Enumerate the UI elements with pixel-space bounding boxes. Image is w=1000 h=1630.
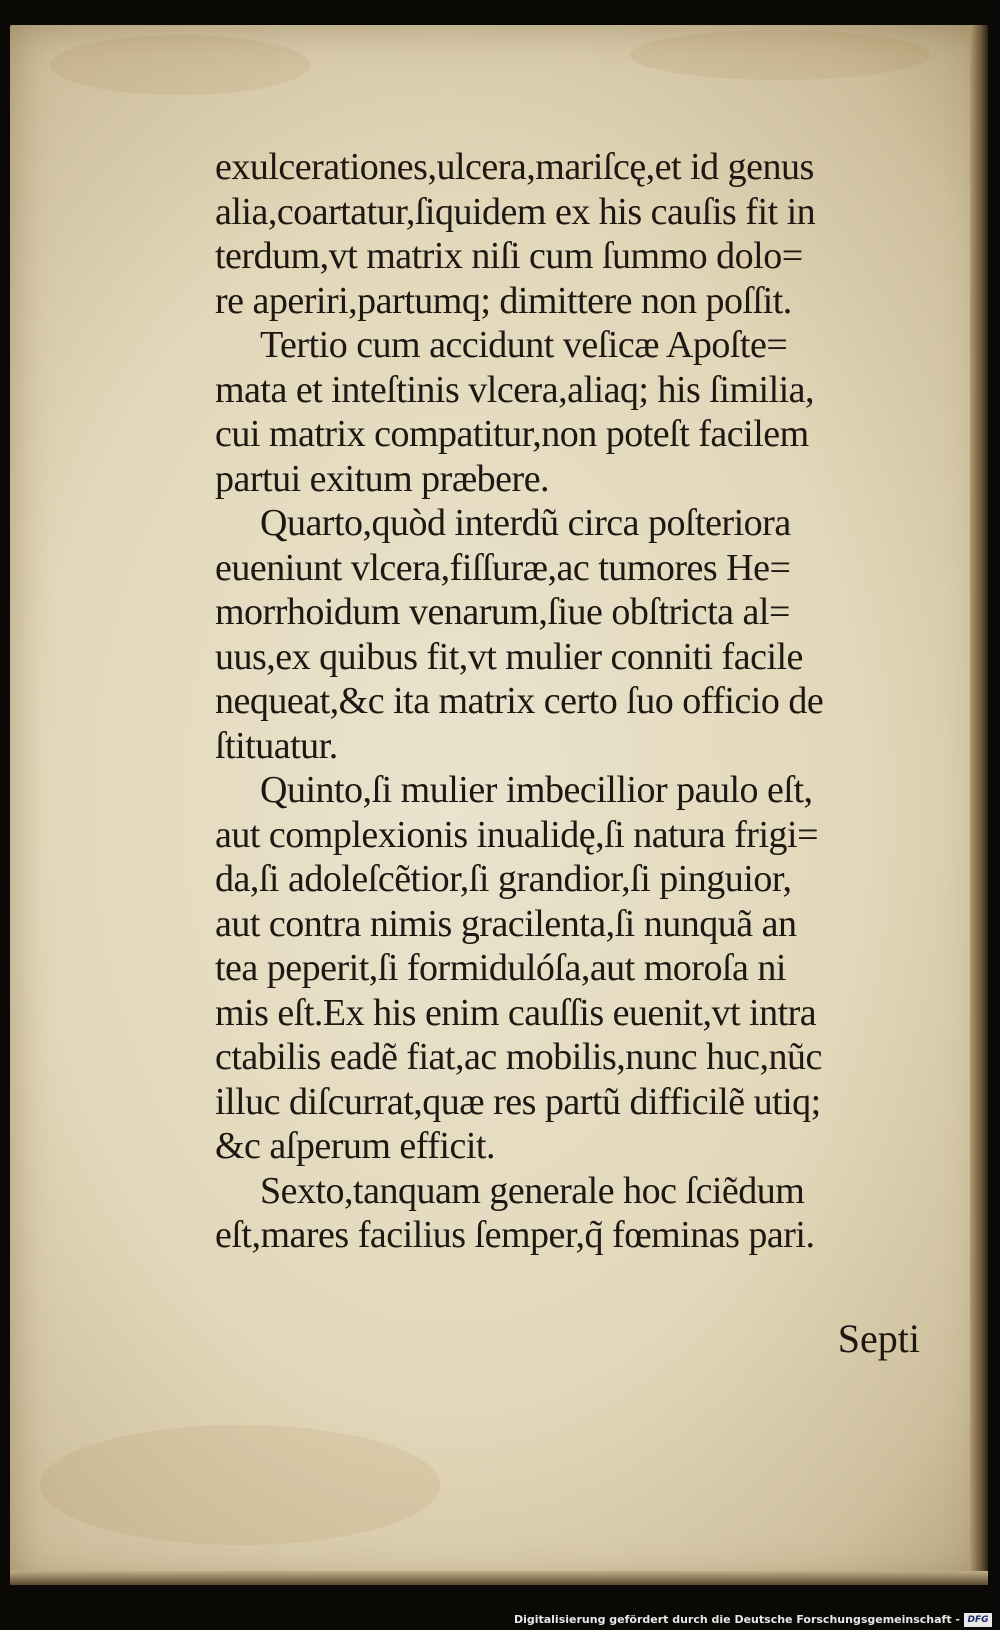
dfg-logo: DFG (964, 1613, 992, 1627)
text-line: da,ſi adoleſcẽtior,ſi grandior,ſi pinguior, (215, 858, 792, 900)
text-line: tea peperit,ſi formidulóſa,aut moroſa ni (215, 947, 786, 989)
text-line: mis eſt.Ex his enim cauſſis euenit,vt intra (215, 991, 817, 1034)
text-line: uus,ex quibus fit,vt mulier conniti facile (215, 635, 803, 678)
text-line: illuc diſcurrat,quæ res partũ difficilẽ utiq; (215, 1080, 821, 1123)
text-line: re aperiri,partumq; dimittere non poſſit. (215, 279, 792, 322)
text-line: &c aſperum efficit. (215, 1125, 495, 1167)
text-line: morrhoidum venarum,ſiue obſtricta al= (215, 591, 790, 633)
page-edge-right (970, 25, 988, 1585)
text-line: Tertio cum accidunt veſicæ Apoſte= (260, 324, 788, 366)
text-line: partui exitum præbere. (215, 457, 550, 500)
catchword: Septi (837, 1316, 920, 1361)
text-line: ctabilis eadẽ fiat,ac mobilis,nunc huc,nũc (215, 1036, 822, 1078)
text-line: alia,coartatur,ſiquidem ex his cauſis fit in (215, 190, 816, 233)
text-line: Quinto,ſi mulier imbecillior paulo eſt, (260, 769, 813, 811)
text-line: aut contra nimis gracilenta,ſi nunquã an (215, 902, 797, 945)
text-line: Quarto,quòd interdũ circa poſteriora (260, 502, 791, 544)
text-line: aut complexionis inualidę,ſi natura frigi= (215, 813, 818, 856)
footer-bar (0, 1605, 1000, 1630)
page-stain (50, 35, 310, 95)
page-edge-bottom (10, 1571, 988, 1585)
body-text (215, 145, 935, 1258)
text-line: ſtituatur. (215, 724, 338, 767)
digitization-credit: Digitalisierung gefördert durch die Deutsche Forschungsgemeinschaft - (513, 1613, 960, 1626)
text-line: cui matrix compatitur,non poteſt facilem (215, 413, 809, 455)
text-line: exulcerationes,ulcera,mariſcę,et id genus (215, 146, 814, 188)
text-line: terdum,vt matrix niſi cum ſummo dolo= (215, 235, 803, 277)
page-stain (630, 30, 930, 80)
text-line: eueniunt vlcera,fiſſuræ,ac tumores He= (215, 546, 791, 589)
text-line: mata et inteſtinis vlcera,aliaq; his ſimilia, (215, 368, 815, 411)
text-line: Sexto,tanquam generale hoc ſciẽdum (260, 1169, 805, 1212)
text-line: nequeat,&c ita matrix certo ſuo officio de (215, 680, 824, 722)
page-stain (40, 1425, 440, 1545)
text-line: eſt,mares facilius ſemper,q̃ fœminas pari. (215, 1214, 815, 1256)
